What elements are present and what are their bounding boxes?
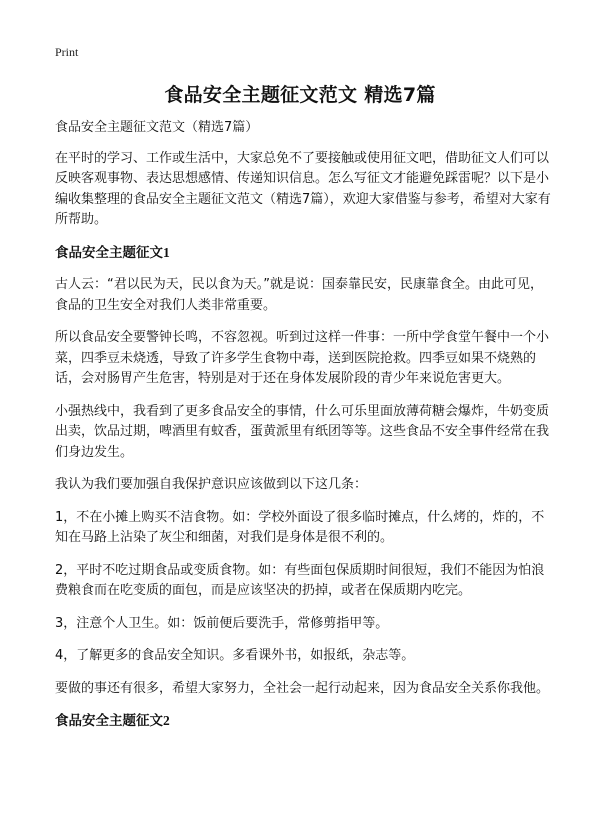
list-item: 3，注意个人卫生。如：饭前便后要洗手，常修剪指甲等。: [55, 615, 389, 631]
paragraph: 小强热线中，我看到了更多食品安全的事情，什么可乐里面放薄荷糖会爆炸，牛奶变质出卖，饮品过期，啤酒里有蚊香，蛋黄派里有纸团等等。这些食品不安全事件经常在我们身边发生。: [55, 403, 550, 460]
article-subtitle: 食品安全主题征文范文（精选7篇）: [55, 120, 259, 135]
paragraph: 古人云：“君以民为天，民以食为天。”就是说：国泰靠民安，民康靠食全。由此可见，食品的卫生安全对我们人类非常重要。: [55, 277, 543, 313]
list-item: 4，了解更多的食品安全知识。多看课外书，如报纸，杂志等。: [55, 648, 415, 663]
section-heading-1: 食品安全主题征文1: [55, 244, 170, 260]
list-item: 2，平时不吃过期食品或变质食物。如：有些面包保质期时间很短，我们不能因为怕浪费粮食而在吃变质的面包，而是应该坚决的扔掉，或者在保质期内吃完。: [55, 562, 545, 598]
article-body: [55, 118, 555, 744]
paragraph: 我认为我们要加强自我保护意识应该做到以下这几条：: [55, 477, 368, 492]
paragraph: 所以食品安全要警钟长鸣，不容忽视。听到过这样一件事：一所中学食堂午餐中一个小菜，四季豆未烧透，导致了许多学生食物中毒，送到医院抢救。四季豆如果不烧熟的话，会对肠胃产生危害，特别是对于还在身体发展阶段的青少年来说危害更大。: [55, 330, 550, 386]
section-heading-2: 食品安全主题征文2: [55, 713, 170, 728]
paragraph: 要做的事还有很多，希望大家努力，全社会一起行动起来，因为食品安全关系你我他。: [55, 680, 550, 696]
list-item: 1，不在小摊上购买不洁食物。如：学校外面设了很多临时摊点，什么烤的，炸的，不知在马路上沾染了灰尘和细菌，对我们是身体是很不利的。: [55, 509, 545, 545]
page-title: 食品安全主题征文范文 精选7篇: [164, 84, 436, 106]
intro-paragraph: 在平时的学习、工作或生活中，大家总免不了要接触或使用征文吧，借助征文人们可以反映客观事物、表达思想感情、传递知识信息。怎么写征文才能避免踩雷呢？以下是小编收集整理的食品安全主题征文范文（精选7篇），欢迎大家借鉴与参考，希望对大家有所帮助。: [55, 150, 551, 227]
print-link[interactable]: Print: [55, 45, 79, 59]
